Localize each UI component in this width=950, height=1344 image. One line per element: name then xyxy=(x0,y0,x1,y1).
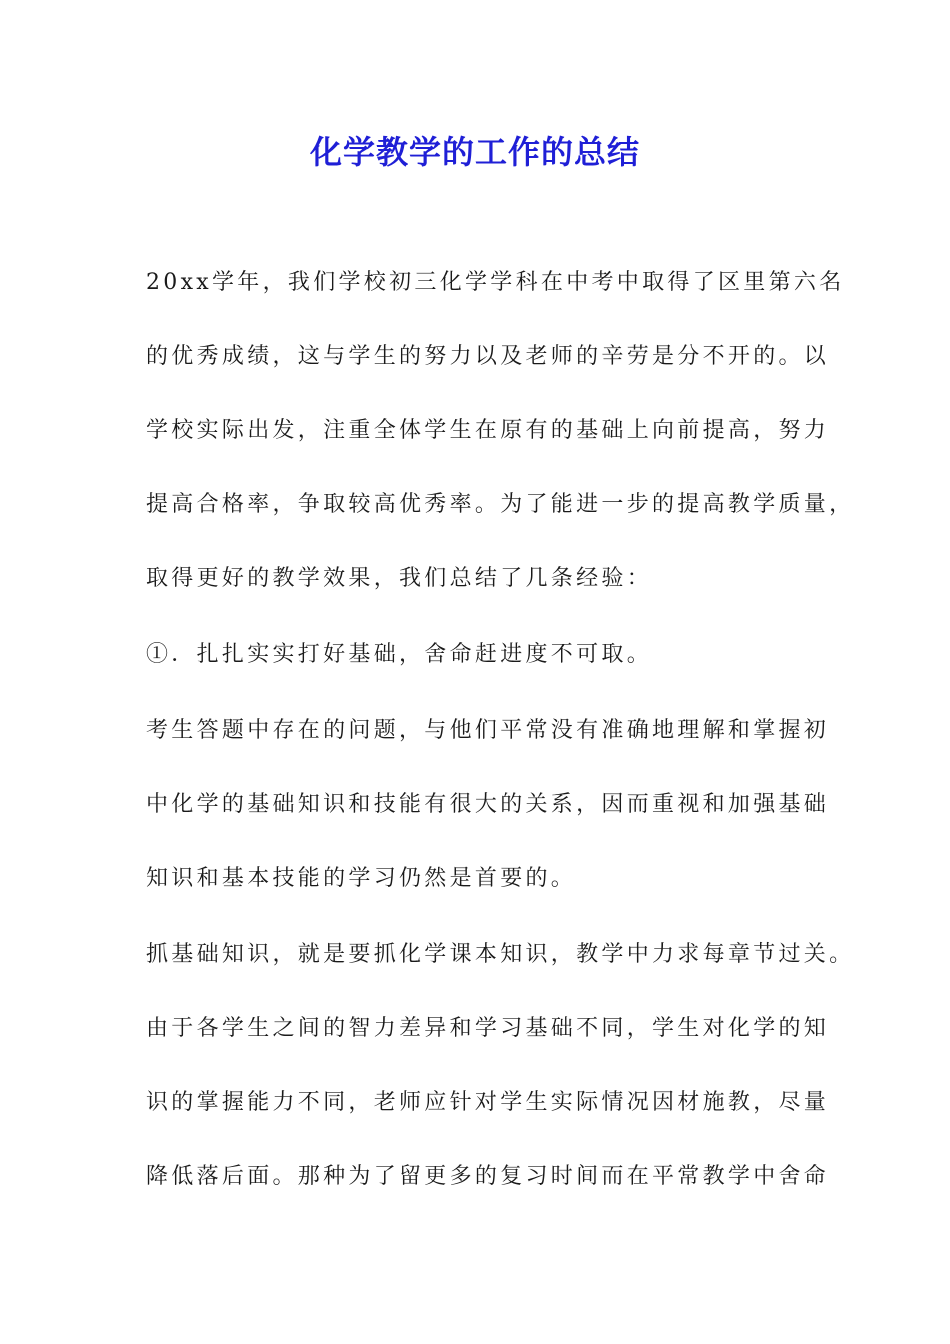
paragraph-line: 知识和基本技能的学习仍然是首要的。 xyxy=(146,866,577,891)
paragraph-line: 考生答题中存在的问题，与他们平常没有准确地理解和掌握初 xyxy=(146,718,830,743)
paragraph-line: 识的掌握能力不同，老师应针对学生实际情况因材施教，尽量 xyxy=(146,1090,830,1115)
paragraph-line: 中化学的基础知识和技能有很大的关系，因而重视和加强基础 xyxy=(146,792,830,817)
paragraph-line: 学校实际出发，注重全体学生在原有的基础上向前提高，努力 xyxy=(146,418,830,443)
document-title: 化学教学的工作的总结 xyxy=(309,133,640,171)
paragraph-line: 20xx学年，我们学校初三化学学科在中考中取得了区里第六名 xyxy=(146,270,845,295)
paragraph-line: 取得更好的教学效果，我们总结了几条经验： xyxy=(146,566,653,591)
paragraph-line: 的优秀成绩，这与学生的努力以及老师的辛劳是分不开的。以 xyxy=(146,344,830,369)
paragraph-line: 抓基础知识，就是要抓化学课本知识，教学中力求每章节过关。 xyxy=(146,942,855,967)
list-item-heading: ①．扎扎实实打好基础，舍命赶进度不可取。 xyxy=(146,642,653,667)
paragraph-line: 由于各学生之间的智力差异和学习基础不同，学生对化学的知 xyxy=(146,1016,830,1041)
paragraph-line: 降低落后面。那种为了留更多的复习时间而在平常教学中舍命 xyxy=(146,1164,830,1189)
paragraph-line: 提高合格率，争取较高优秀率。为了能进一步的提高教学质量， xyxy=(146,492,855,517)
